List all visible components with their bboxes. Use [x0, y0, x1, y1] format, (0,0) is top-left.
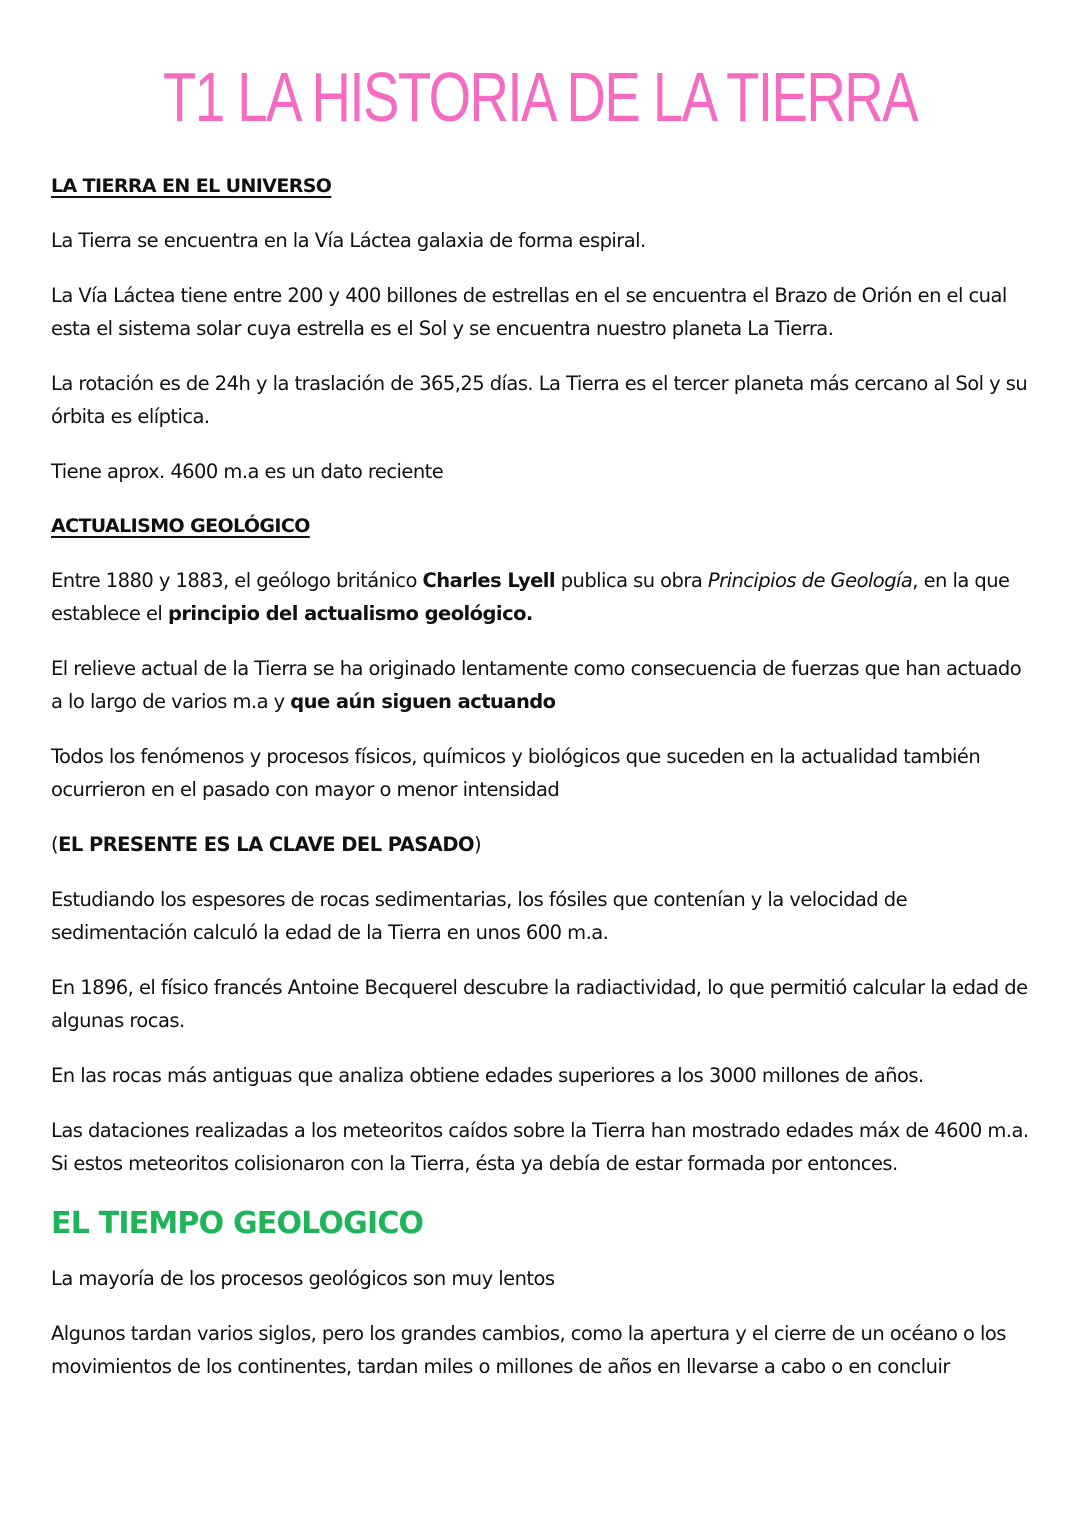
- close-paren: ): [474, 833, 482, 856]
- paragraph-lyell: [51, 564, 1036, 630]
- paragraph: En 1896, el físico francés Antoine Becquerel descubre la radiactividad, lo que permitió calcular la edad de algunas rocas.: [51, 976, 1028, 1032]
- paragraph: La Vía Láctea tiene entre 200 y 400 billones de estrellas en el se encuentra el Brazo de Orión en el cual esta el sistema solar cuya estrella es el Sol y se encuentra nuestro planeta La Tierra.: [51, 284, 1007, 340]
- bold-name-charles-lyell: Charles Lyell: [422, 569, 556, 592]
- paragraph-relieve: [51, 652, 1036, 718]
- paragraph: En las rocas más antiguas que analiza obtiene edades superiores a los 3000 millones de años.: [51, 1064, 924, 1087]
- text-run: , en la que establece el: [51, 569, 1010, 625]
- text-run: Entre 1880 y 1883, el geólogo británico: [51, 569, 423, 592]
- paragraph: Todos los fenómenos y procesos físicos, químicos y biológicos que suceden en la actualidad también ocurrieron en el pasado con mayor o menor intensidad: [51, 745, 981, 801]
- paragraph-motto: [51, 828, 1036, 861]
- paragraph: La Tierra se encuentra en la Vía Láctea galaxia de forma espiral.: [51, 229, 646, 252]
- page-title: T1 LA HISTORIA DE LA TIERRA: [163, 58, 917, 136]
- text-run: publica su obra: [555, 569, 708, 592]
- paragraph: Tiene aprox. 4600 m.a es un dato reciente: [51, 460, 444, 483]
- bold-motto: EL PRESENTE ES LA CLAVE DEL PASADO: [58, 833, 474, 856]
- bold-principle: principio del actualismo geológico.: [167, 602, 533, 625]
- bold-emphasis: que aún siguen actuando: [290, 690, 556, 713]
- document-body: [51, 170, 1036, 1405]
- section-heading-actualismo: ACTUALISMO GEOLÓGICO: [51, 515, 310, 537]
- open-paren: (: [51, 833, 59, 856]
- paragraph: La rotación es de 24h y la traslación de 365,25 días. La Tierra es el tercer planeta más cercano al Sol y su órbita es elíptica.: [51, 372, 1028, 428]
- italic-book-title: Principios de Geología: [707, 569, 913, 592]
- section-heading-tiempo-geologico: EL TIEMPO GEOLOGICO: [51, 1206, 424, 1241]
- paragraph: Algunos tardan varios siglos, pero los grandes cambios, como la apertura y el cierre de un océano o los movimientos de los continentes, tardan miles o millones de años en llevarse a cabo o en concluir: [51, 1322, 1006, 1378]
- section-heading-tierra-universo: LA TIERRA EN EL UNIVERSO: [51, 175, 332, 197]
- text-run: El relieve actual de la Tierra se ha originado lentamente como consecuencia de fuerzas que han actuado a lo largo de varios m.a y: [51, 657, 1022, 713]
- paragraph: Estudiando los espesores de rocas sedimentarias, los fósiles que contenían y la velocidad de sedimentación calculó la edad de la Tierra en unos 600 m.a.: [51, 888, 908, 944]
- paragraph: Las dataciones realizadas a los meteoritos caídos sobre la Tierra han mostrado edades máx de 4600 m.a. Si estos meteoritos colisionaron con la Tierra, ésta ya debía de estar formada por entonces.: [51, 1119, 1029, 1175]
- paragraph: La mayoría de los procesos geológicos son muy lentos: [51, 1267, 555, 1290]
